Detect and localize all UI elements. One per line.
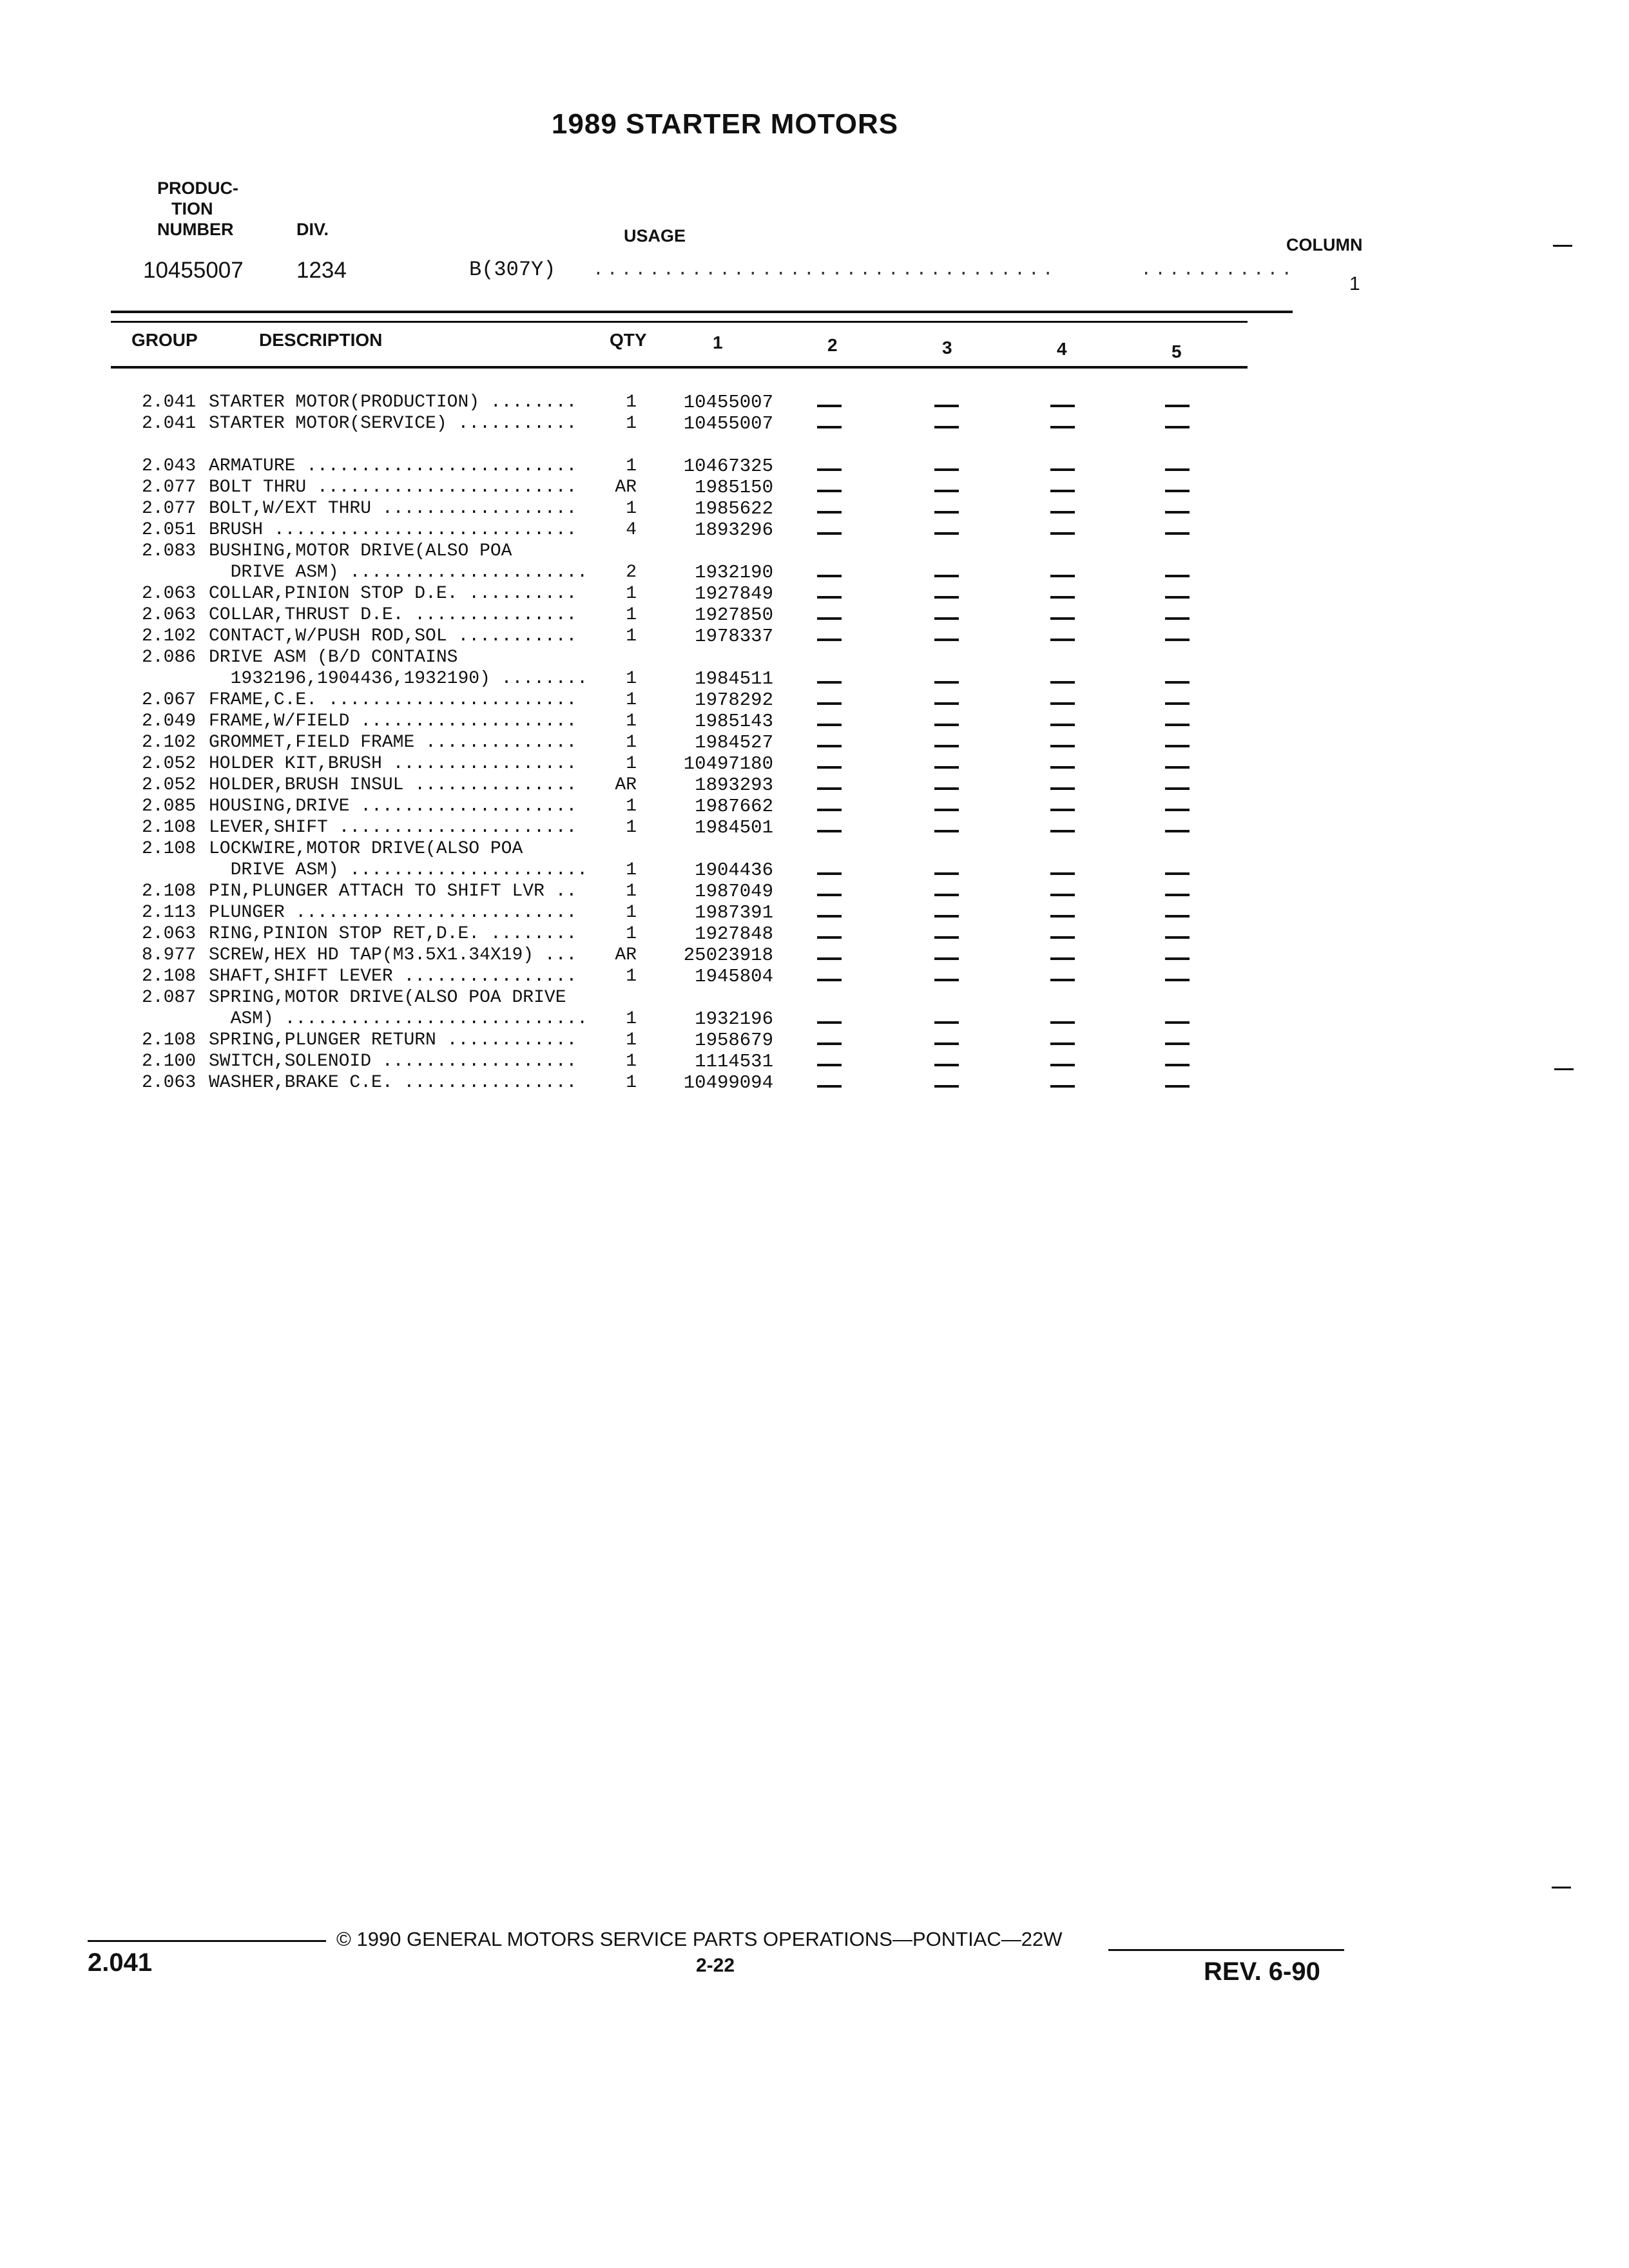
- not-applicable-dash-col4: [1050, 490, 1075, 492]
- not-applicable-dash-col5: [1165, 957, 1190, 960]
- not-applicable-dash-col3: [934, 511, 959, 514]
- qty-cell: 1: [606, 1030, 637, 1051]
- not-applicable-dash-col3: [934, 681, 959, 684]
- not-applicable-dash-col2: [817, 511, 842, 514]
- description-cell: HOLDER,BRUSH INSUL ...............: [209, 775, 577, 795]
- not-applicable-dash-col5: [1165, 830, 1190, 832]
- not-applicable-dash-col2: [817, 894, 842, 896]
- qty-cell: 1: [606, 817, 637, 838]
- not-applicable-dash-col3: [934, 596, 959, 599]
- not-applicable-dash-col2: [817, 830, 842, 832]
- description-cell: PIN,PLUNGER ATTACH TO SHIFT LVR ..: [209, 881, 577, 901]
- part-number-cell: 1893293: [695, 774, 773, 796]
- part-number-cell: 1984501: [695, 817, 773, 838]
- part-number-cell: 1958679: [695, 1030, 773, 1051]
- description-cell: SWITCH,SOLENOID ..................: [209, 1052, 577, 1072]
- not-applicable-dash-col2: [817, 809, 842, 811]
- qty-cell: 1: [606, 711, 637, 732]
- not-applicable-dash-col3: [934, 575, 959, 577]
- group-code-cell: 2.052: [141, 754, 196, 774]
- not-applicable-dash-col2: [817, 702, 842, 705]
- table-row: [0, 1072, 1629, 1093]
- not-applicable-dash-col4: [1050, 766, 1075, 769]
- not-applicable-dash-col3: [934, 532, 959, 535]
- usage-leader-dots: ................................. ...........: [593, 260, 1296, 280]
- not-applicable-dash-col5: [1165, 766, 1190, 769]
- qty-cell: 1: [606, 626, 637, 647]
- not-applicable-dash-col5: [1165, 1021, 1190, 1024]
- qty-cell: 1: [606, 413, 637, 434]
- table-row: [0, 711, 1629, 732]
- description-cell: SCREW,HEX HD TAP(M3.5X1.34X19) ...: [209, 945, 577, 965]
- description-cell: DRIVE ASM) ......................: [209, 562, 588, 582]
- not-applicable-dash-col2: [817, 872, 842, 875]
- not-applicable-dash-col4: [1050, 426, 1075, 428]
- not-applicable-dash-col2: [817, 681, 842, 684]
- column-2-header: 2: [827, 335, 838, 355]
- table-top-rule: [111, 321, 1248, 323]
- group-code-cell: 2.063: [141, 605, 196, 625]
- part-number-cell: 1945804: [695, 966, 773, 987]
- group-code-cell: 2.041: [141, 392, 196, 412]
- not-applicable-dash-col4: [1050, 1085, 1075, 1088]
- description-cell: HOLDER KIT,BRUSH .................: [209, 754, 577, 774]
- part-number-cell: 1984511: [695, 668, 773, 689]
- qty-cell: 1: [606, 604, 637, 626]
- description-cell: SPRING,PLUNGER RETURN ............: [209, 1030, 577, 1050]
- table-row: [0, 626, 1629, 647]
- not-applicable-dash-col5: [1165, 532, 1190, 535]
- part-number-cell: 1927849: [695, 583, 773, 604]
- production-number: 10455007: [143, 258, 244, 283]
- part-number-cell: 10497180: [683, 753, 773, 774]
- qty-cell: 1: [606, 966, 637, 987]
- qty-cell: 1: [606, 796, 637, 817]
- qty-cell: 1: [606, 860, 637, 881]
- table-row: [0, 498, 1629, 519]
- part-number-cell: 1978337: [695, 626, 773, 647]
- not-applicable-dash-col4: [1050, 979, 1075, 981]
- not-applicable-dash-col5: [1165, 490, 1190, 492]
- table-row: [0, 668, 1629, 689]
- not-applicable-dash-col3: [934, 957, 959, 960]
- part-number-cell: 1985150: [695, 477, 773, 498]
- not-applicable-dash-col5: [1165, 426, 1190, 428]
- usage-code: B(307Y): [469, 258, 556, 282]
- part-number-cell: 1932190: [695, 562, 773, 583]
- copyright-notice: © 1990 GENERAL MOTORS SERVICE PARTS OPERATIONS—PONTIAC—22W: [336, 1928, 1063, 1950]
- part-number-cell: 1927848: [695, 923, 773, 945]
- not-applicable-dash-col3: [934, 809, 959, 811]
- column-4-header: 4: [1057, 339, 1067, 359]
- qty-cell: 4: [606, 519, 637, 541]
- not-applicable-dash-col3: [934, 702, 959, 705]
- page-number: 2-22: [696, 1955, 735, 1976]
- not-applicable-dash-col5: [1165, 979, 1190, 981]
- not-applicable-dash-col4: [1050, 1021, 1075, 1024]
- not-applicable-dash-col5: [1165, 809, 1190, 811]
- not-applicable-dash-col4: [1050, 872, 1075, 875]
- not-applicable-dash-col5: [1165, 1064, 1190, 1066]
- not-applicable-dash-col4: [1050, 830, 1075, 832]
- part-number-cell: 25023918: [683, 945, 773, 966]
- not-applicable-dash-col4: [1050, 511, 1075, 514]
- not-applicable-dash-col3: [934, 1085, 959, 1088]
- group-code-cell: 2.077: [141, 477, 196, 497]
- not-applicable-dash-col2: [817, 532, 842, 535]
- not-applicable-dash-col3: [934, 405, 959, 407]
- group-code-cell: 2.108: [141, 839, 196, 859]
- part-number-cell: 1114531: [695, 1051, 773, 1072]
- not-applicable-dash-col2: [817, 766, 842, 769]
- not-applicable-dash-col4: [1050, 681, 1075, 684]
- group-code-cell: 2.043: [141, 456, 196, 476]
- not-applicable-dash-col4: [1050, 915, 1075, 918]
- not-applicable-dash-col2: [817, 617, 842, 620]
- description-cell: COLLAR,PINION STOP D.E. ..........: [209, 584, 577, 604]
- table-row: [0, 413, 1629, 434]
- part-number-cell: 1978292: [695, 689, 773, 711]
- production-label-line1: PRODUC-: [157, 178, 238, 198]
- not-applicable-dash-col4: [1050, 405, 1075, 407]
- table-row: [0, 817, 1629, 838]
- production-label-line3: NUMBER: [157, 220, 234, 239]
- not-applicable-dash-col2: [817, 596, 842, 599]
- description-cell: COLLAR,THRUST D.E. ...............: [209, 605, 577, 625]
- group-code-cell: 2.077: [141, 499, 196, 519]
- description-cell: DRIVE ASM) ......................: [209, 860, 588, 880]
- qty-cell: 1: [606, 456, 637, 477]
- group-code-cell: 2.063: [141, 1073, 196, 1093]
- table-row: [0, 860, 1629, 881]
- not-applicable-dash-col4: [1050, 702, 1075, 705]
- description-cell: BOLT THRU ........................: [209, 477, 577, 497]
- table-row: [0, 647, 1629, 668]
- part-number-cell: 10467325: [683, 456, 773, 477]
- not-applicable-dash-col3: [934, 979, 959, 981]
- not-applicable-dash-col4: [1050, 936, 1075, 939]
- qty-cell: 1: [606, 392, 637, 413]
- part-number-cell: 1987662: [695, 796, 773, 817]
- not-applicable-dash-col5: [1165, 1043, 1190, 1045]
- description-cell: DRIVE ASM (B/D CONTAINS: [209, 648, 458, 668]
- not-applicable-dash-col5: [1165, 468, 1190, 471]
- table-row: [0, 1051, 1629, 1072]
- not-applicable-dash-col5: [1165, 936, 1190, 939]
- not-applicable-dash-col4: [1050, 894, 1075, 896]
- division-code: 1234: [296, 258, 347, 283]
- not-applicable-dash-col3: [934, 830, 959, 832]
- not-applicable-dash-col5: [1165, 872, 1190, 875]
- not-applicable-dash-col2: [817, 405, 842, 407]
- table-row: [0, 881, 1629, 902]
- part-number-cell: 1904436: [695, 860, 773, 881]
- not-applicable-dash-col3: [934, 1021, 959, 1024]
- not-applicable-dash-col5: [1165, 724, 1190, 726]
- table-row: [0, 392, 1629, 413]
- table-row: [0, 774, 1629, 796]
- not-applicable-dash-col3: [934, 468, 959, 471]
- not-applicable-dash-col5: [1165, 681, 1190, 684]
- not-applicable-dash-col4: [1050, 957, 1075, 960]
- table-row: [0, 519, 1629, 541]
- qty-cell: 1: [606, 583, 637, 604]
- description-cell: FRAME,C.E. .......................: [209, 690, 577, 710]
- qty-cell: 1: [606, 902, 637, 923]
- not-applicable-dash-col3: [934, 936, 959, 939]
- group-code-cell: 2.083: [141, 541, 196, 561]
- part-number-cell: 1987049: [695, 881, 773, 902]
- not-applicable-dash-col2: [817, 915, 842, 918]
- group-code-cell: 2.052: [141, 775, 196, 795]
- table-row: [0, 1008, 1629, 1030]
- group-code-cell: 2.108: [141, 1030, 196, 1050]
- table-row: [0, 477, 1629, 498]
- group-code-cell: 2.108: [141, 818, 196, 838]
- not-applicable-dash-col2: [817, 639, 842, 641]
- qty-header: QTY: [610, 330, 647, 350]
- not-applicable-dash-col3: [934, 426, 959, 428]
- not-applicable-dash-col4: [1050, 617, 1075, 620]
- column-label: COLUMN: [1286, 235, 1363, 255]
- group-code-cell: 2.100: [141, 1052, 196, 1072]
- description-cell: GROMMET,FIELD FRAME ..............: [209, 733, 577, 753]
- parts-table: [0, 392, 1629, 1093]
- part-number-cell: 1987391: [695, 902, 773, 923]
- description-cell: LOCKWIRE,MOTOR DRIVE(ALSO POA: [209, 839, 523, 859]
- margin-mark: [1553, 245, 1572, 247]
- qty-cell: 1: [606, 1072, 637, 1093]
- table-spacer: [0, 434, 1629, 456]
- not-applicable-dash-col3: [934, 1064, 959, 1066]
- table-row: [0, 966, 1629, 987]
- description-cell: ASM) ............................: [209, 1009, 588, 1029]
- not-applicable-dash-col5: [1165, 1085, 1190, 1088]
- not-applicable-dash-col4: [1050, 809, 1075, 811]
- group-code-cell: 2.113: [141, 903, 196, 923]
- not-applicable-dash-col4: [1050, 745, 1075, 747]
- part-number-cell: 1932196: [695, 1008, 773, 1030]
- not-applicable-dash-col4: [1050, 468, 1075, 471]
- table-row: [0, 1030, 1629, 1051]
- description-cell: LEVER,SHIFT ......................: [209, 818, 577, 838]
- not-applicable-dash-col5: [1165, 596, 1190, 599]
- not-applicable-dash-col5: [1165, 575, 1190, 577]
- group-code-cell: 2.051: [141, 520, 196, 540]
- description-cell: CONTACT,W/PUSH ROD,SOL ...........: [209, 626, 577, 646]
- not-applicable-dash-col2: [817, 745, 842, 747]
- not-applicable-dash-col3: [934, 745, 959, 747]
- group-code-cell: 8.977: [141, 945, 196, 965]
- table-header-rule: [111, 366, 1248, 369]
- column-3-header: 3: [942, 338, 952, 358]
- not-applicable-dash-col3: [934, 490, 959, 492]
- not-applicable-dash-col5: [1165, 511, 1190, 514]
- group-code-cell: 2.108: [141, 881, 196, 901]
- table-row: [0, 945, 1629, 966]
- not-applicable-dash-col4: [1050, 1043, 1075, 1045]
- page-title: 1989 STARTER MOTORS: [551, 108, 899, 140]
- group-code-cell: 2.063: [141, 584, 196, 604]
- part-number-cell: 1984527: [695, 732, 773, 753]
- not-applicable-dash-col5: [1165, 639, 1190, 641]
- group-header: GROUP: [131, 330, 198, 350]
- not-applicable-dash-col3: [934, 766, 959, 769]
- not-applicable-dash-col4: [1050, 724, 1075, 726]
- production-number-label: [157, 178, 238, 240]
- description-cell: PLUNGER ..........................: [209, 903, 577, 923]
- group-code-cell: 2.102: [141, 626, 196, 646]
- group-code-cell: 2.041: [141, 414, 196, 434]
- not-applicable-dash-col2: [817, 1043, 842, 1045]
- production-label-line2: TION: [171, 199, 213, 218]
- qty-cell: AR: [606, 774, 637, 796]
- div-label: DIV.: [296, 220, 329, 239]
- not-applicable-dash-col2: [817, 575, 842, 577]
- not-applicable-dash-col2: [817, 957, 842, 960]
- group-code-cell: 2.049: [141, 711, 196, 731]
- not-applicable-dash-col5: [1165, 702, 1190, 705]
- not-applicable-dash-col5: [1165, 894, 1190, 896]
- not-applicable-dash-col3: [934, 872, 959, 875]
- footer-rule-left: [88, 1940, 326, 1942]
- not-applicable-dash-col2: [817, 724, 842, 726]
- not-applicable-dash-col5: [1165, 617, 1190, 620]
- table-row: [0, 923, 1629, 945]
- column-5-header: 5: [1171, 341, 1182, 361]
- footer-rule-right: [1108, 1949, 1344, 1951]
- not-applicable-dash-col2: [817, 426, 842, 428]
- not-applicable-dash-col3: [934, 915, 959, 918]
- not-applicable-dash-col2: [817, 1064, 842, 1066]
- group-code-cell: 2.086: [141, 648, 196, 668]
- table-row: [0, 753, 1629, 774]
- not-applicable-dash-col5: [1165, 787, 1190, 790]
- not-applicable-dash-col4: [1050, 575, 1075, 577]
- not-applicable-dash-col4: [1050, 1064, 1075, 1066]
- part-number-cell: 1927850: [695, 604, 773, 626]
- not-applicable-dash-col2: [817, 787, 842, 790]
- table-row: [0, 987, 1629, 1008]
- qty-cell: 1: [606, 1008, 637, 1030]
- description-cell: SPRING,MOTOR DRIVE(ALSO POA DRIVE: [209, 988, 566, 1008]
- not-applicable-dash-col3: [934, 617, 959, 620]
- not-applicable-dash-col3: [934, 894, 959, 896]
- description-cell: SHAFT,SHIFT LEVER ................: [209, 966, 577, 986]
- part-number-cell: 1985143: [695, 711, 773, 732]
- not-applicable-dash-col3: [934, 1043, 959, 1045]
- group-code-cell: 2.067: [141, 690, 196, 710]
- not-applicable-dash-col2: [817, 1085, 842, 1088]
- part-number-cell: 1985622: [695, 498, 773, 519]
- group-code-cell: 2.085: [141, 796, 196, 816]
- table-row: [0, 456, 1629, 477]
- table-row: [0, 689, 1629, 711]
- qty-cell: 1: [606, 498, 637, 519]
- table-row: [0, 562, 1629, 583]
- column-1-header: 1: [713, 332, 723, 352]
- table-row: [0, 541, 1629, 562]
- part-number-cell: 1893296: [695, 519, 773, 541]
- qty-cell: 2: [606, 562, 637, 583]
- usage-label: USAGE: [624, 226, 686, 245]
- table-row: [0, 902, 1629, 923]
- table-row: [0, 583, 1629, 604]
- qty-cell: AR: [606, 477, 637, 498]
- description-cell: BRUSH ............................: [209, 520, 577, 540]
- not-applicable-dash-col3: [934, 724, 959, 726]
- qty-cell: 1: [606, 881, 637, 902]
- part-number-cell: 10455007: [683, 392, 773, 413]
- part-number-cell: 10499094: [683, 1072, 773, 1093]
- not-applicable-dash-col5: [1165, 405, 1190, 407]
- qty-cell: 1: [606, 1051, 637, 1072]
- not-applicable-dash-col5: [1165, 745, 1190, 747]
- not-applicable-dash-col3: [934, 639, 959, 641]
- header-rule: [111, 311, 1293, 313]
- description-header: DESCRIPTION: [259, 330, 383, 350]
- description-cell: RING,PINION STOP RET,D.E. ........: [209, 924, 577, 944]
- description-cell: BOLT,W/EXT THRU ..................: [209, 499, 577, 519]
- description-cell: STARTER MOTOR(SERVICE) ...........: [209, 414, 577, 434]
- part-number-cell: 10455007: [683, 413, 773, 434]
- table-row: [0, 796, 1629, 817]
- qty-cell: 1: [606, 923, 637, 945]
- qty-cell: 1: [606, 753, 637, 774]
- group-code: 2.041: [88, 1948, 153, 1977]
- group-code-cell: 2.108: [141, 966, 196, 986]
- margin-mark: [1554, 1068, 1574, 1070]
- not-applicable-dash-col3: [934, 787, 959, 790]
- table-row: [0, 732, 1629, 753]
- not-applicable-dash-col2: [817, 1021, 842, 1024]
- qty-cell: 1: [606, 732, 637, 753]
- table-row: [0, 604, 1629, 626]
- description-cell: WASHER,BRAKE C.E. ................: [209, 1073, 577, 1093]
- group-code-cell: 2.063: [141, 924, 196, 944]
- not-applicable-dash-col5: [1165, 915, 1190, 918]
- qty-cell: 1: [606, 689, 637, 711]
- not-applicable-dash-col4: [1050, 639, 1075, 641]
- description-cell: BUSHING,MOTOR DRIVE(ALSO POA: [209, 541, 512, 561]
- not-applicable-dash-col4: [1050, 787, 1075, 790]
- description-cell: STARTER MOTOR(PRODUCTION) ........: [209, 392, 577, 412]
- not-applicable-dash-col2: [817, 490, 842, 492]
- group-code-cell: 2.102: [141, 733, 196, 753]
- not-applicable-dash-col2: [817, 468, 842, 471]
- revision-code: REV. 6-90: [1204, 1957, 1320, 1986]
- qty-cell: AR: [606, 945, 637, 966]
- description-cell: HOUSING,DRIVE ....................: [209, 796, 577, 816]
- qty-cell: 1: [606, 668, 637, 689]
- not-applicable-dash-col4: [1050, 596, 1075, 599]
- column-number: 1: [1349, 273, 1360, 294]
- margin-mark: [1552, 1887, 1571, 1888]
- not-applicable-dash-col2: [817, 936, 842, 939]
- table-row: [0, 838, 1629, 860]
- description-cell: 1932196,1904436,1932190) ........: [209, 669, 588, 689]
- description-cell: FRAME,W/FIELD ....................: [209, 711, 577, 731]
- not-applicable-dash-col4: [1050, 532, 1075, 535]
- not-applicable-dash-col2: [817, 979, 842, 981]
- group-code-cell: 2.087: [141, 988, 196, 1008]
- description-cell: ARMATURE .........................: [209, 456, 577, 476]
